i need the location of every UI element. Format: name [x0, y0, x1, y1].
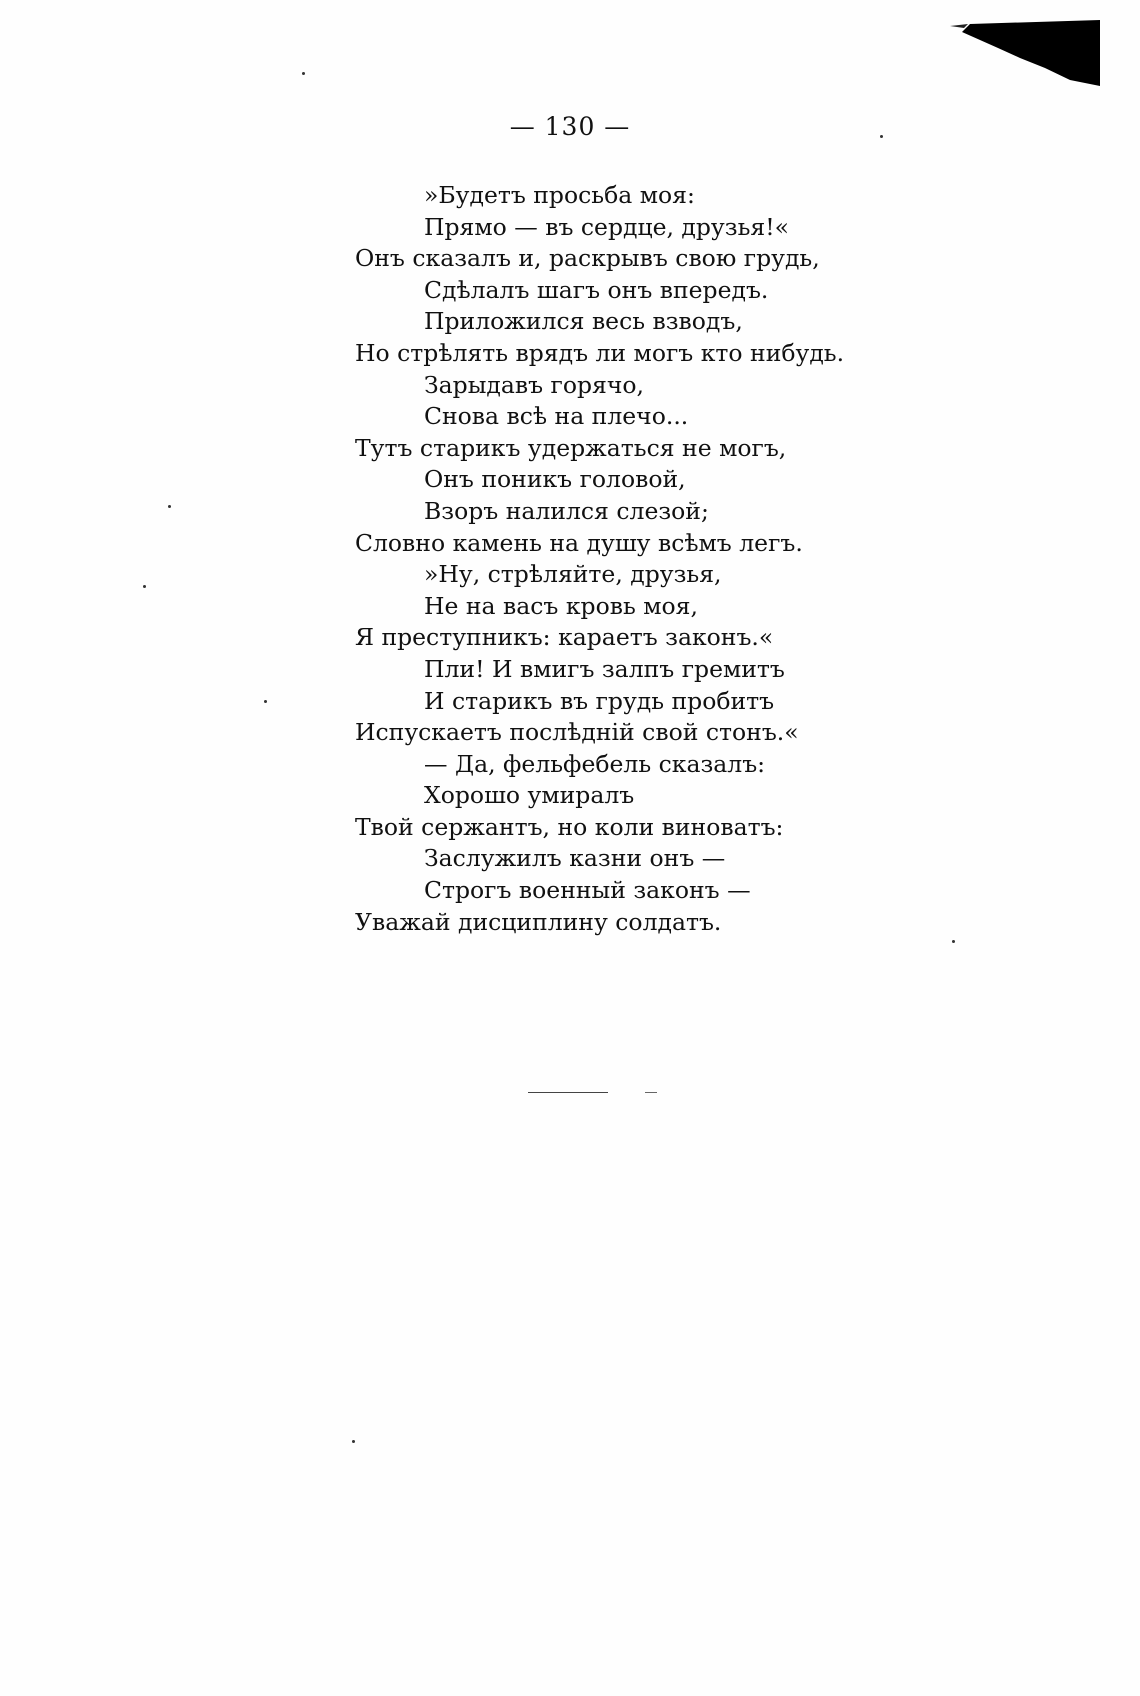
page-number: — 130 —: [509, 112, 631, 141]
poem-line: Тутъ старикъ удержаться не могъ,: [355, 433, 787, 462]
corner-ink-stain: [950, 18, 1100, 86]
poem-line: Заслужилъ казни онъ —: [424, 844, 726, 873]
paper-speck: [264, 700, 267, 703]
poem-line: — Да, фельфебель сказалъ:: [424, 749, 766, 778]
poem-line: Я преступникъ: караетъ законъ.«: [355, 623, 774, 652]
poem-line: Не на васъ кровь моя,: [424, 591, 698, 620]
poem-line: Прямо — въ сердце, друзья!«: [424, 212, 790, 241]
poem-line: Испускаетъ послѣдній свой стонъ.«: [355, 718, 799, 747]
poem-line: Взоръ налился слезой;: [424, 496, 709, 525]
poem-line: »Ну, стрѣляйте, друзья,: [424, 560, 722, 589]
poem-line: Сдѣлалъ шагъ онъ впередъ.: [424, 275, 769, 304]
paper-speck: [352, 1440, 355, 1443]
paper-speck: [952, 940, 955, 943]
poem-line: Словно камень на душу всѣмъ легъ.: [355, 528, 803, 557]
paper-speck: [302, 72, 305, 75]
poem-line: Онъ сказалъ и, раскрывъ свою грудь,: [355, 244, 820, 273]
poem-line: Хорошо умиралъ: [424, 781, 635, 810]
poem-line: Уважай дисциплину солдатъ.: [355, 907, 722, 936]
poem-text: [355, 180, 975, 938]
paper-speck: [143, 585, 146, 588]
poem-line: Зарыдавъ горячо,: [424, 370, 645, 399]
poem-line: Твой сержантъ, но коли виноватъ:: [355, 812, 784, 841]
poem-line: »Будетъ просьба моя:: [424, 181, 695, 209]
poem-line: Строгъ военный законъ —: [424, 876, 751, 905]
poem-line: Снова всѣ на плечо...: [424, 402, 689, 431]
poem-line: И старикъ въ грудь пробитъ: [424, 686, 775, 715]
poem-line: Приложился весь взводъ,: [424, 307, 743, 336]
poem-line: Пли! И вмигъ залпъ гремитъ: [424, 654, 785, 683]
poem-line: Онъ поникъ головой,: [424, 465, 686, 494]
end-rule-tail: [645, 1092, 657, 1093]
poem-line: Но стрѣлять врядъ ли могъ кто нибудь.: [355, 338, 845, 367]
paper-speck: [880, 135, 883, 138]
end-rule: [528, 1092, 608, 1093]
paper-speck: [168, 505, 171, 508]
